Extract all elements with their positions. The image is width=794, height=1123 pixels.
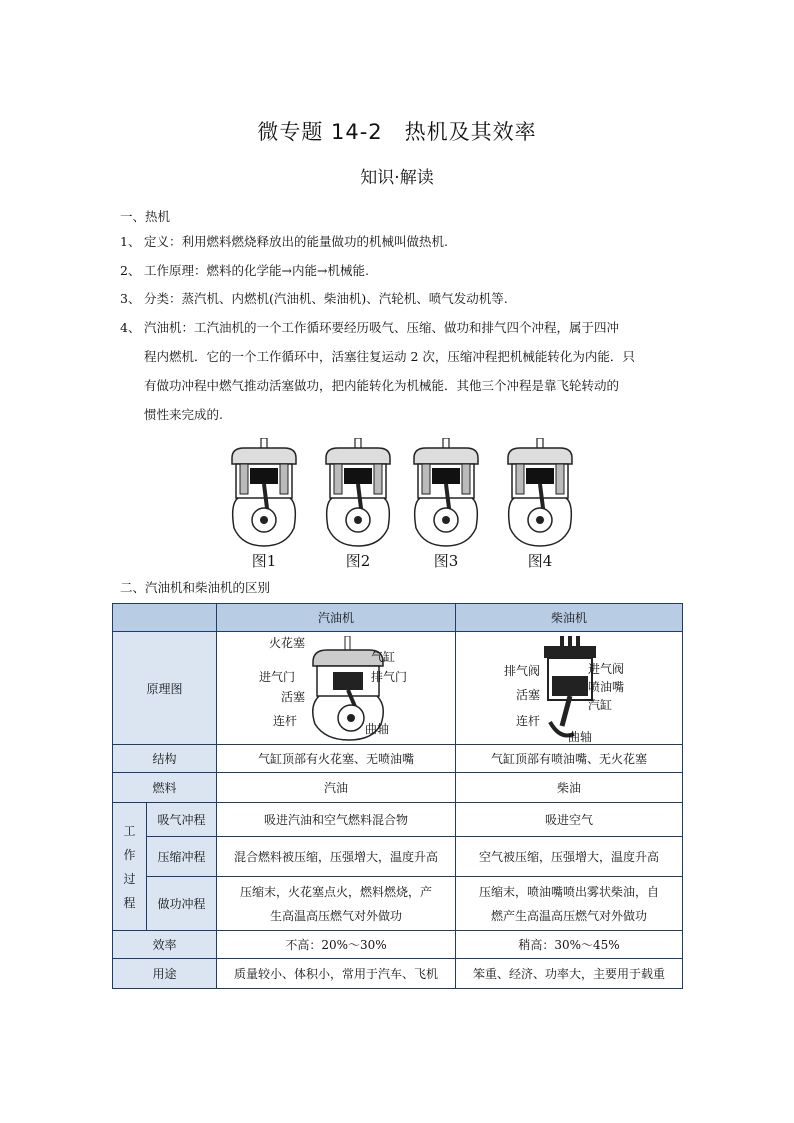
page-subtitle: 知识·解读 [360, 168, 434, 188]
figure-label-3: 图3 [433, 552, 459, 570]
table-row-structure [113, 745, 683, 773]
list-item-principle: 2、 工作原理：燃料的化学能→内能→机械能. [120, 263, 369, 278]
table-row-fuel [113, 773, 683, 803]
row-label-efficiency: 效率 [113, 931, 217, 959]
header-gasoline: 汽油机 [217, 604, 456, 632]
usage-diesel: 笨重、经济、功率大，主要用于载重 [456, 959, 683, 989]
comparison-table [112, 603, 683, 989]
label-cylinder-diesel: 汽缸 [588, 698, 613, 712]
label-nozzle: 喷油嘴 [588, 680, 625, 694]
figure-label-4: 图4 [527, 552, 553, 570]
list-item-gasoline-engine: 4、 汽油机：工汽油机的一个工作循环要经历吸气、压缩、做功和排气四个冲程，属于四冲 程内燃机．它的一个工作循环中，活塞往复运动 2 次，压缩冲程把机械能转化为内能．只 有做功冲程中燃气推动活塞做功，把内能转化为机械能．其他三个冲程是靠飞轮转动的 惯性来完成的. [120, 320, 635, 422]
table-row-power [113, 877, 683, 931]
header-empty-cell [113, 604, 217, 632]
power-diesel: 压缩末，喷油嘴喷出雾状柴油，自 燃产生高温高压燃气对外做功 [456, 877, 683, 931]
compression-diesel: 空气被压缩，压强增大，温度升高 [456, 837, 683, 877]
row-label-intake: 吸气冲程 [147, 803, 217, 837]
fuel-gasoline: 汽油 [217, 773, 456, 803]
row-label-fuel: 燃料 [113, 773, 217, 803]
gasoline-engine-diagram [219, 632, 453, 744]
diesel-diagram-cell [456, 632, 683, 745]
list-item-classification: 3、 分类：蒸汽机、内燃机(汽油机、柴油机)、汽轮机、喷气发动机等. [120, 291, 508, 306]
efficiency-gasoline: 不高：20%～30% [217, 931, 456, 959]
engine-figure-2 [318, 438, 398, 550]
fuel-diesel: 柴油 [456, 773, 683, 803]
section-heading-difference: 二、汽油机和柴油机的区别 [120, 580, 271, 595]
label-exhaust-valve-diesel: 排气阀 [504, 664, 541, 678]
label-cylinder: 气缸 [371, 650, 396, 664]
label-connecting-rod: 连杆 [273, 714, 298, 728]
engine-figure-3 [406, 438, 486, 550]
page-title: 微专题 14-2 热机及其效率 [257, 120, 537, 144]
row-label-diagram: 原理图 [113, 632, 217, 745]
header-diesel: 柴油机 [456, 604, 683, 632]
figure-label-2: 图2 [345, 552, 371, 570]
table-row-usage [113, 959, 683, 989]
label-crankshaft: 曲轴 [365, 722, 390, 736]
row-label-compression: 压缩冲程 [147, 837, 217, 877]
engine-figure-1 [224, 438, 304, 550]
label-exhaust-valve: 排气门 [371, 670, 408, 684]
label-crank-diesel: 曲轴 [568, 730, 593, 744]
table-header-row [113, 604, 683, 632]
engine-figure-4 [500, 438, 580, 550]
intake-gasoline: 吸进汽油和空气燃料混合物 [217, 803, 456, 837]
table-row-efficiency [113, 931, 683, 959]
row-label-usage: 用途 [113, 959, 217, 989]
label-piston-diesel: 活塞 [516, 688, 541, 702]
section-heading-heat-engine: 一、热机 [120, 209, 171, 224]
label-intake-valve-diesel: 进气阀 [588, 662, 625, 676]
process-label: 工 作 过 程 [113, 803, 147, 931]
row-label-structure: 结构 [113, 745, 217, 773]
label-piston: 活塞 [281, 690, 306, 704]
label-intake-valve: 进气门 [259, 670, 296, 684]
list-item-definition: 1、 定义：利用燃料燃烧释放出的能量做功的机械叫做热机. [120, 234, 448, 249]
compression-gasoline: 混合燃料被压缩，压强增大，温度升高 [217, 837, 456, 877]
intake-diesel: 吸进空气 [456, 803, 683, 837]
usage-gasoline: 质量较小、体积小，常用于汽车、飞机 [217, 959, 456, 989]
structure-gasoline: 气缸顶部有火花塞、无喷油嘴 [217, 745, 456, 773]
table-row-compression [113, 837, 683, 877]
diesel-engine-diagram [458, 632, 680, 744]
four-stroke-figures [224, 438, 584, 568]
table-row-intake [113, 803, 683, 837]
structure-diesel: 气缸顶部有喷油嘴、无火花塞 [456, 745, 683, 773]
row-label-power: 做功冲程 [147, 877, 217, 931]
efficiency-diesel: 稍高：30%～45% [456, 931, 683, 959]
gasoline-diagram-cell [217, 632, 456, 745]
table-row-diagram [113, 632, 683, 745]
label-rod-diesel: 连杆 [516, 714, 541, 728]
figure-label-1: 图1 [251, 552, 277, 570]
power-gasoline: 压缩末，火花塞点火，燃料燃烧，产 生高温高压燃气对外做功 [217, 877, 456, 931]
label-spark-plug: 火花塞 [269, 636, 306, 650]
